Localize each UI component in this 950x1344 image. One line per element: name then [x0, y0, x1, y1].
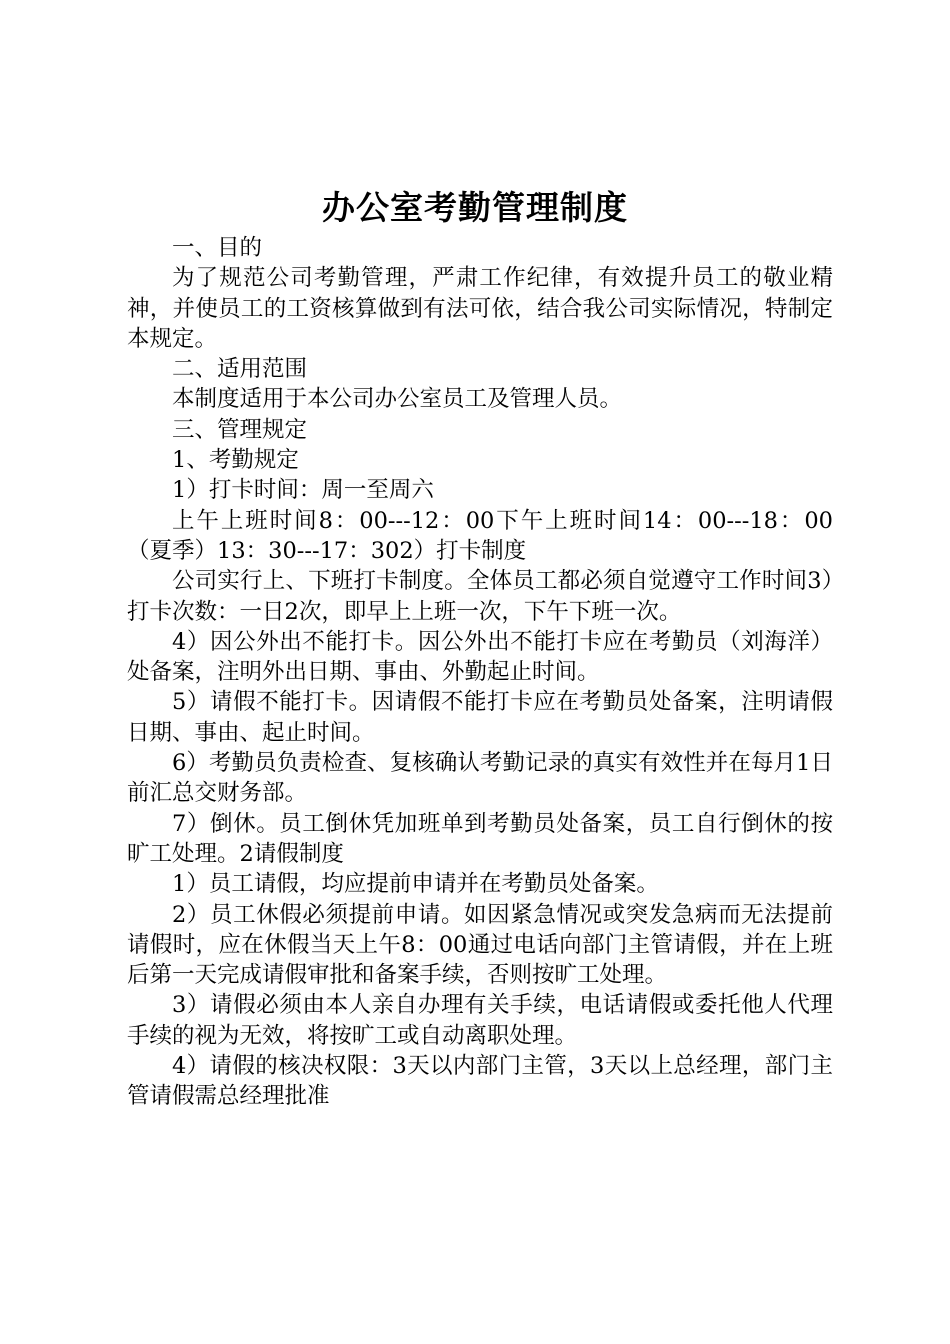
paragraph-purpose: 为了规范公司考勤管理，严肃工作纪律，有效提升员工的敬业精神，并使员工的工资核算做到有法可依，结合我公司实际情况，特制定本规定。: [127, 265, 833, 352]
paragraph-clock-rules: 公司实行上、下班打卡制度。全体员工都必须自觉遵守工作时间3）打卡次数：一日2次，即早上上班一次，下午下班一次。: [127, 568, 833, 625]
paragraph-compensatory-leave: 7）倒休。员工倒休凭加班单到考勤员处备案，员工自行倒休的按旷工处理。2请假制度: [127, 810, 833, 867]
paragraph-leave-clock: 5）请假不能打卡。因请假不能打卡应在考勤员处备案，注明请假日期、事由、起止时间。: [127, 689, 833, 746]
paragraph-leave-request: 1）员工请假，均应提前申请并在考勤员处备案。: [172, 871, 659, 898]
paragraph-leave-advance: 2）员工休假必须提前申请。如因紧急情况或突发急病而无法提前请假时，应在休假当天上午8：00通过电话向部门主管请假，并在上班后第一天完成请假审批和备案手续，否则按旷工处理。: [127, 901, 833, 989]
section-heading-scope: 二、适用范围: [172, 356, 308, 383]
paragraph-leave-in-person: 3）请假必须由本人亲自办理有关手续，电话请假或委托他人代理手续的视为无效，将按旷工或自动离职处理。: [127, 992, 833, 1049]
paragraph-work-hours: 上午上班时间8：00---12：00下午上班时间14：00---18：00（夏季）13：30---17：302）打卡制度: [127, 507, 833, 564]
section-heading-rules: 三、管理规定: [172, 416, 308, 443]
section-heading-purpose: 一、目的: [172, 235, 263, 261]
paragraph-clock-time: 1）打卡时间：周一至周六: [172, 477, 434, 504]
paragraph-scope: 本制度适用于本公司办公室员工及管理人员。: [172, 386, 623, 413]
subsection-heading-attendance: 1、考勤规定: [172, 447, 299, 474]
document-title: 办公室考勤管理制度: [322, 188, 628, 227]
paragraph-business-trip: 4）因公外出不能打卡。因公外出不能打卡应在考勤员（刘海洋）处备案，注明外出日期、事由、外勤起止时间。: [127, 628, 833, 686]
document-body: [127, 233, 833, 1112]
paragraph-attendance-check: 6）考勤员负责检查、复核确认考勤记录的真实有效性并在每月1日前汇总交财务部。: [127, 750, 833, 807]
paragraph-leave-authority: 4）请假的核决权限：3天以内部门主管，3天以上总经理，部门主管请假需总经理批准: [127, 1053, 833, 1110]
